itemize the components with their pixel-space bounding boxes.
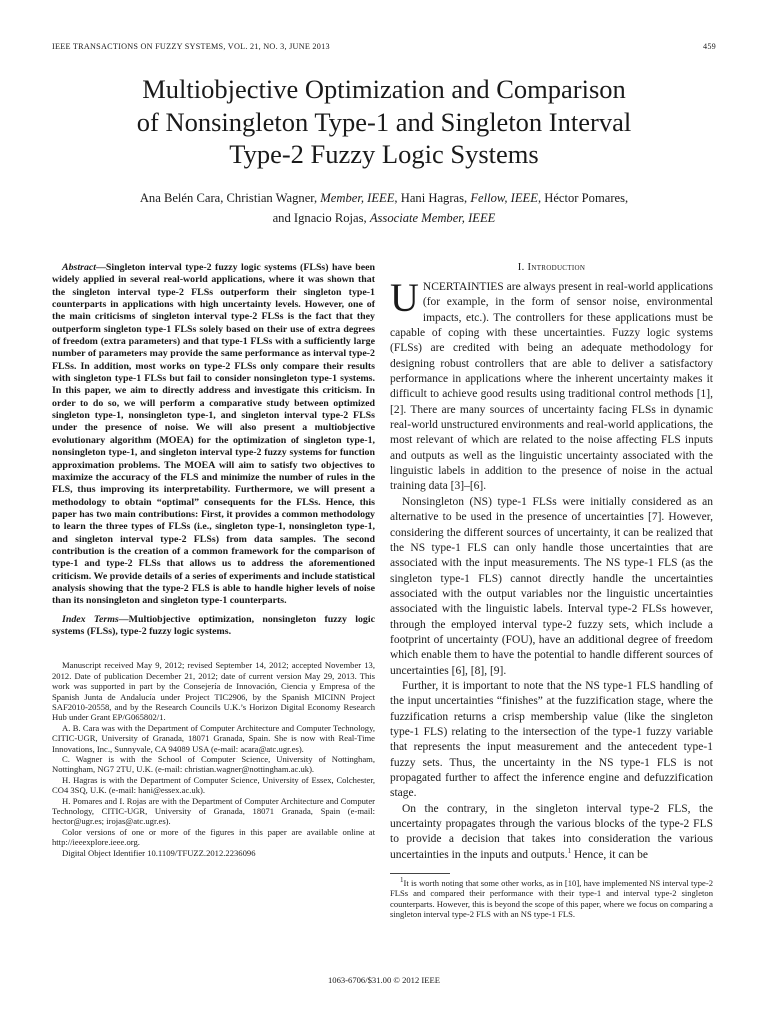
intro-p1-text: are always present in real-world applications (for example, in the form of sensor noise, environmental impacts, etc.). The controllers for these applications must be capable of coping with these uncertainties. Fuzzy logic systems (FLSs) are credited with being an adequate methodology for designing robust controllers that are able to deliver a satisfactory performance in applications where the inherent uncertainty makes it difficult to achieve good results using traditional control methods [1], [2]. There are many sources of uncertainty facing FLSs in dynamic real-world unstructured environments and real-world applications, the most relevant of which are related to the noise affecting FLS inputs and outputs as well as the linguistic uncertainty associated with the linguistic labels in addition to the presence of noise in the actual training data [3]–[6]. [390,281,713,493]
intro-paragraph-1 [390,275,713,495]
title-line-1: Multiobjective Optimization and Comparison [142,74,626,104]
footnote-1 [390,878,713,920]
authors-line-1 [50,188,718,208]
abstract-text: —Singleton interval type-2 fuzzy logic systems (FLSs) have been widely applied in several real-world applications, where it was shown that the singleton interval type-2 FLSs outperform their singleton type-1 counterparts in applications with high uncertainty levels. However, one of the main criticisms of singleton interval type-2 FLSs is the fact that they outperform singleton type-1 FLSs solely based on their use of extra degrees of freedom (extra parameters) and that type-1 FLSs with a sufficiently large number of parameters may provide the same performance as interval type-2 FLSs. In addition, most works on type-2 FLSs only compare their results with singleton type-1 FLSs but fail to consider nonsingleton type-1 systems. In this paper, we aim to directly address and investigate this criticism. In order to do so, we will perform a comparative study between optimized singleton type-1, nonsingleton type-1, and singleton interval type-2 FLSs under the presence of noise. We will also present a multiobjective evolutionary algorithm (MOEA) for the optimization of singleton type-1, nonsingleton type-1, and singleton interval type-2 fuzzy systems for function approximation problems. The MOEA will aim to satisfy two objectives to maximize the accuracy of the FLS and minimize the number of rules in the FLS, thus improving its interpretability. Furthermore, we will present a methodology to obtain “optimal” consequents for the FLSs. Hence, this paper has two main contributions: First, it provides a common methodology to learn the three types of FLSs (i.e., singleton type-1, nonsingleton type-1, and singleton interval type-2 FLSs) from data samples. The second contribution is the creation of a common framework for the comparison of type-1 and type-2 FLSs that allows us to address the aforementioned criticism. We provide details of a series of experiments and include statistical analysis showing that the type-2 FLS is able to handle higher levels of noise than its nonsingleton and singleton type-1 counterparts. [52,262,375,607]
footnote-rule [390,873,450,874]
footnote-author-wagner: C. Wagner is with the School of Computer Science, University of Nottingham, Nottingham, NG7 2TU, U.K. (e-mail: christian.wagner@nottingham.ac.uk). [52,753,375,775]
intro-paragraph-3: Further, it is important to note that the NS type-1 FLS handling of the input uncertainties “finishes” at the fuzzification stage, where the fuzzification returns a crisp membership value (like the singleton type-1 FLS) relating to the intersection of the type-1 fuzzy variable that represents the input measurement and the antecedent type-1 fuzzy sets. Thus, the uncertainty in the NS type-1 FLS is not propagated further to affect the inference engine and defuzzification stage. [390,679,713,800]
footnote-author-cara: A. B. Cara was with the Department of Computer Architecture and Computer Technology, CITIC-UGR, University of Granada, 18071 Granada, Spain. She is now with Real-Time Innovations, Inc., Sunnyvale, CA 94089 USA (e-mail: acara@atc.ugr.es). [52,722,375,754]
author-names-4: and Ignacio Rojas, [272,211,370,225]
right-column [390,262,713,920]
footnote-color-versions: Color versions of one or more of the figures in this paper are available online at http://ieeexplore.ieee.org. [52,826,375,848]
paper-title [50,73,718,171]
authors-line-2 [50,208,718,228]
title-line-3: Type-2 Fuzzy Logic Systems [229,139,539,169]
index-terms-label: Index Terms [62,613,119,625]
section-title: Introduction [527,262,586,273]
intro-p4-text: On the contrary, in the singleton interval type-2 FLS, the uncertainty propagates through the various blocks of the type-2 FLS to provide a decision that takes into consideration the various uncertainties in the inputs and outputs. [390,802,713,861]
intro-lead-caps: NCERTAINTIES [422,281,504,293]
running-head [52,42,716,51]
author-list [50,188,718,228]
copyright-line: 1063-6706/$31.00 © 2012 IEEE [327,975,441,985]
author-names-3: , Héctor Pomares, [537,191,629,205]
footnote-1-text: It is worth noting that some other works, as in [10], have implemented NS interval type-2 FLSs and compared their performance with their type-1 and interval type-2 singleton counterparts. However, this is beyond the scope of this paper, where we focus on comparing a singleton interval type-2 FLS with an NS type-1 FLS. [390,878,713,920]
intro-paragraph-2: Nonsingleton (NS) type-1 FLSs were initially considered as an alternative to be used in the presence of uncertainties [7]. However, considering the different sources of uncertainty, it can be realized that the NS type-1 FLS can only handle those uncertainties that are associated with the input measurements. The NS type-1 FLS (as the singleton type-1 FLS) cannot directly handle the uncertainties associated with the output variables nor the linguistic uncertainties associated with the linguistic labels. Interval type-2 FLSs however, through the employed interval type-2 fuzzy sets, which include a footprint of uncertainty (FOU), have an additional degree of freedom which enable them to have the potential to handle different sources of uncertainties [6], [8], [9]. [390,495,713,677]
section-number: I. [517,262,528,273]
footnote-1-marker: 1 [400,876,404,885]
footnote-manuscript: Manuscript received May 9, 2012; revised September 14, 2012; accepted November 13, 2012. Date of publication December 21, 2012; date of current version May 29, 2013. This work was supported in part by the Consejería de Innovación, Ciencia y Empresa of the Spanish Junta de Andalucía under Project TIC2906, by the Spanish MICINN Project SAF2010-20558, and by the Research Councils U.K.’s Horizon Digital Economy Research Hub under Grant EP/G065802/1. [52,660,375,723]
footnote-author-hagras: H. Hagras is with the Department of Computer Science, University of Essex, Colchester, CO4 3SQ, U.K. (e-mail: hani@essex.ac.uk). [52,774,375,796]
index-terms [52,614,375,639]
footnote-doi: Digital Object Identifier 10.1109/TFUZZ.2012.2236096 [62,847,256,858]
journal-name: IEEE TRANSACTIONS ON FUZZY SYSTEMS, VOL. 21, NO. 3, JUNE 2013 [52,42,330,51]
abstract-label: Abstract [62,262,97,273]
page-number: 459 [702,42,716,51]
intro-paragraph-4 [390,802,713,863]
footnote-author-pomares-rojas: H. Pomares and I. Rojas are with the Department of Computer Architecture and Computer Technology, CITIC-UGR, University of Granada, 18071 Granada, Spain (e-mail: hector@ugr.es; irojas@atc.ugr.es). [52,795,375,827]
manuscript-footnotes [52,660,375,858]
author-role-2: Fellow, IEEE [470,191,538,205]
footnote-marker: 1 [567,846,572,855]
abstract [52,262,375,608]
section-heading-introduction [390,262,713,273]
author-role-1: Member, IEEE [320,191,395,205]
intro-p4-end: Hence, it can be [571,848,649,861]
index-terms-text: —Multiobjective optimization, nonsingleton fuzzy logic systems (FLSs), type-2 fuzzy logic systems. [52,613,375,637]
author-role-4: Associate Member, IEEE [369,211,496,225]
drop-cap: U [390,275,419,320]
author-names-2: , Hani Hagras, [394,191,471,205]
left-column [52,262,375,858]
title-line-2: of Nonsingleton Type-1 and Singleton Interval [136,106,632,137]
author-names-1: Ana Belén Cara, Christian Wagner, [139,191,321,205]
